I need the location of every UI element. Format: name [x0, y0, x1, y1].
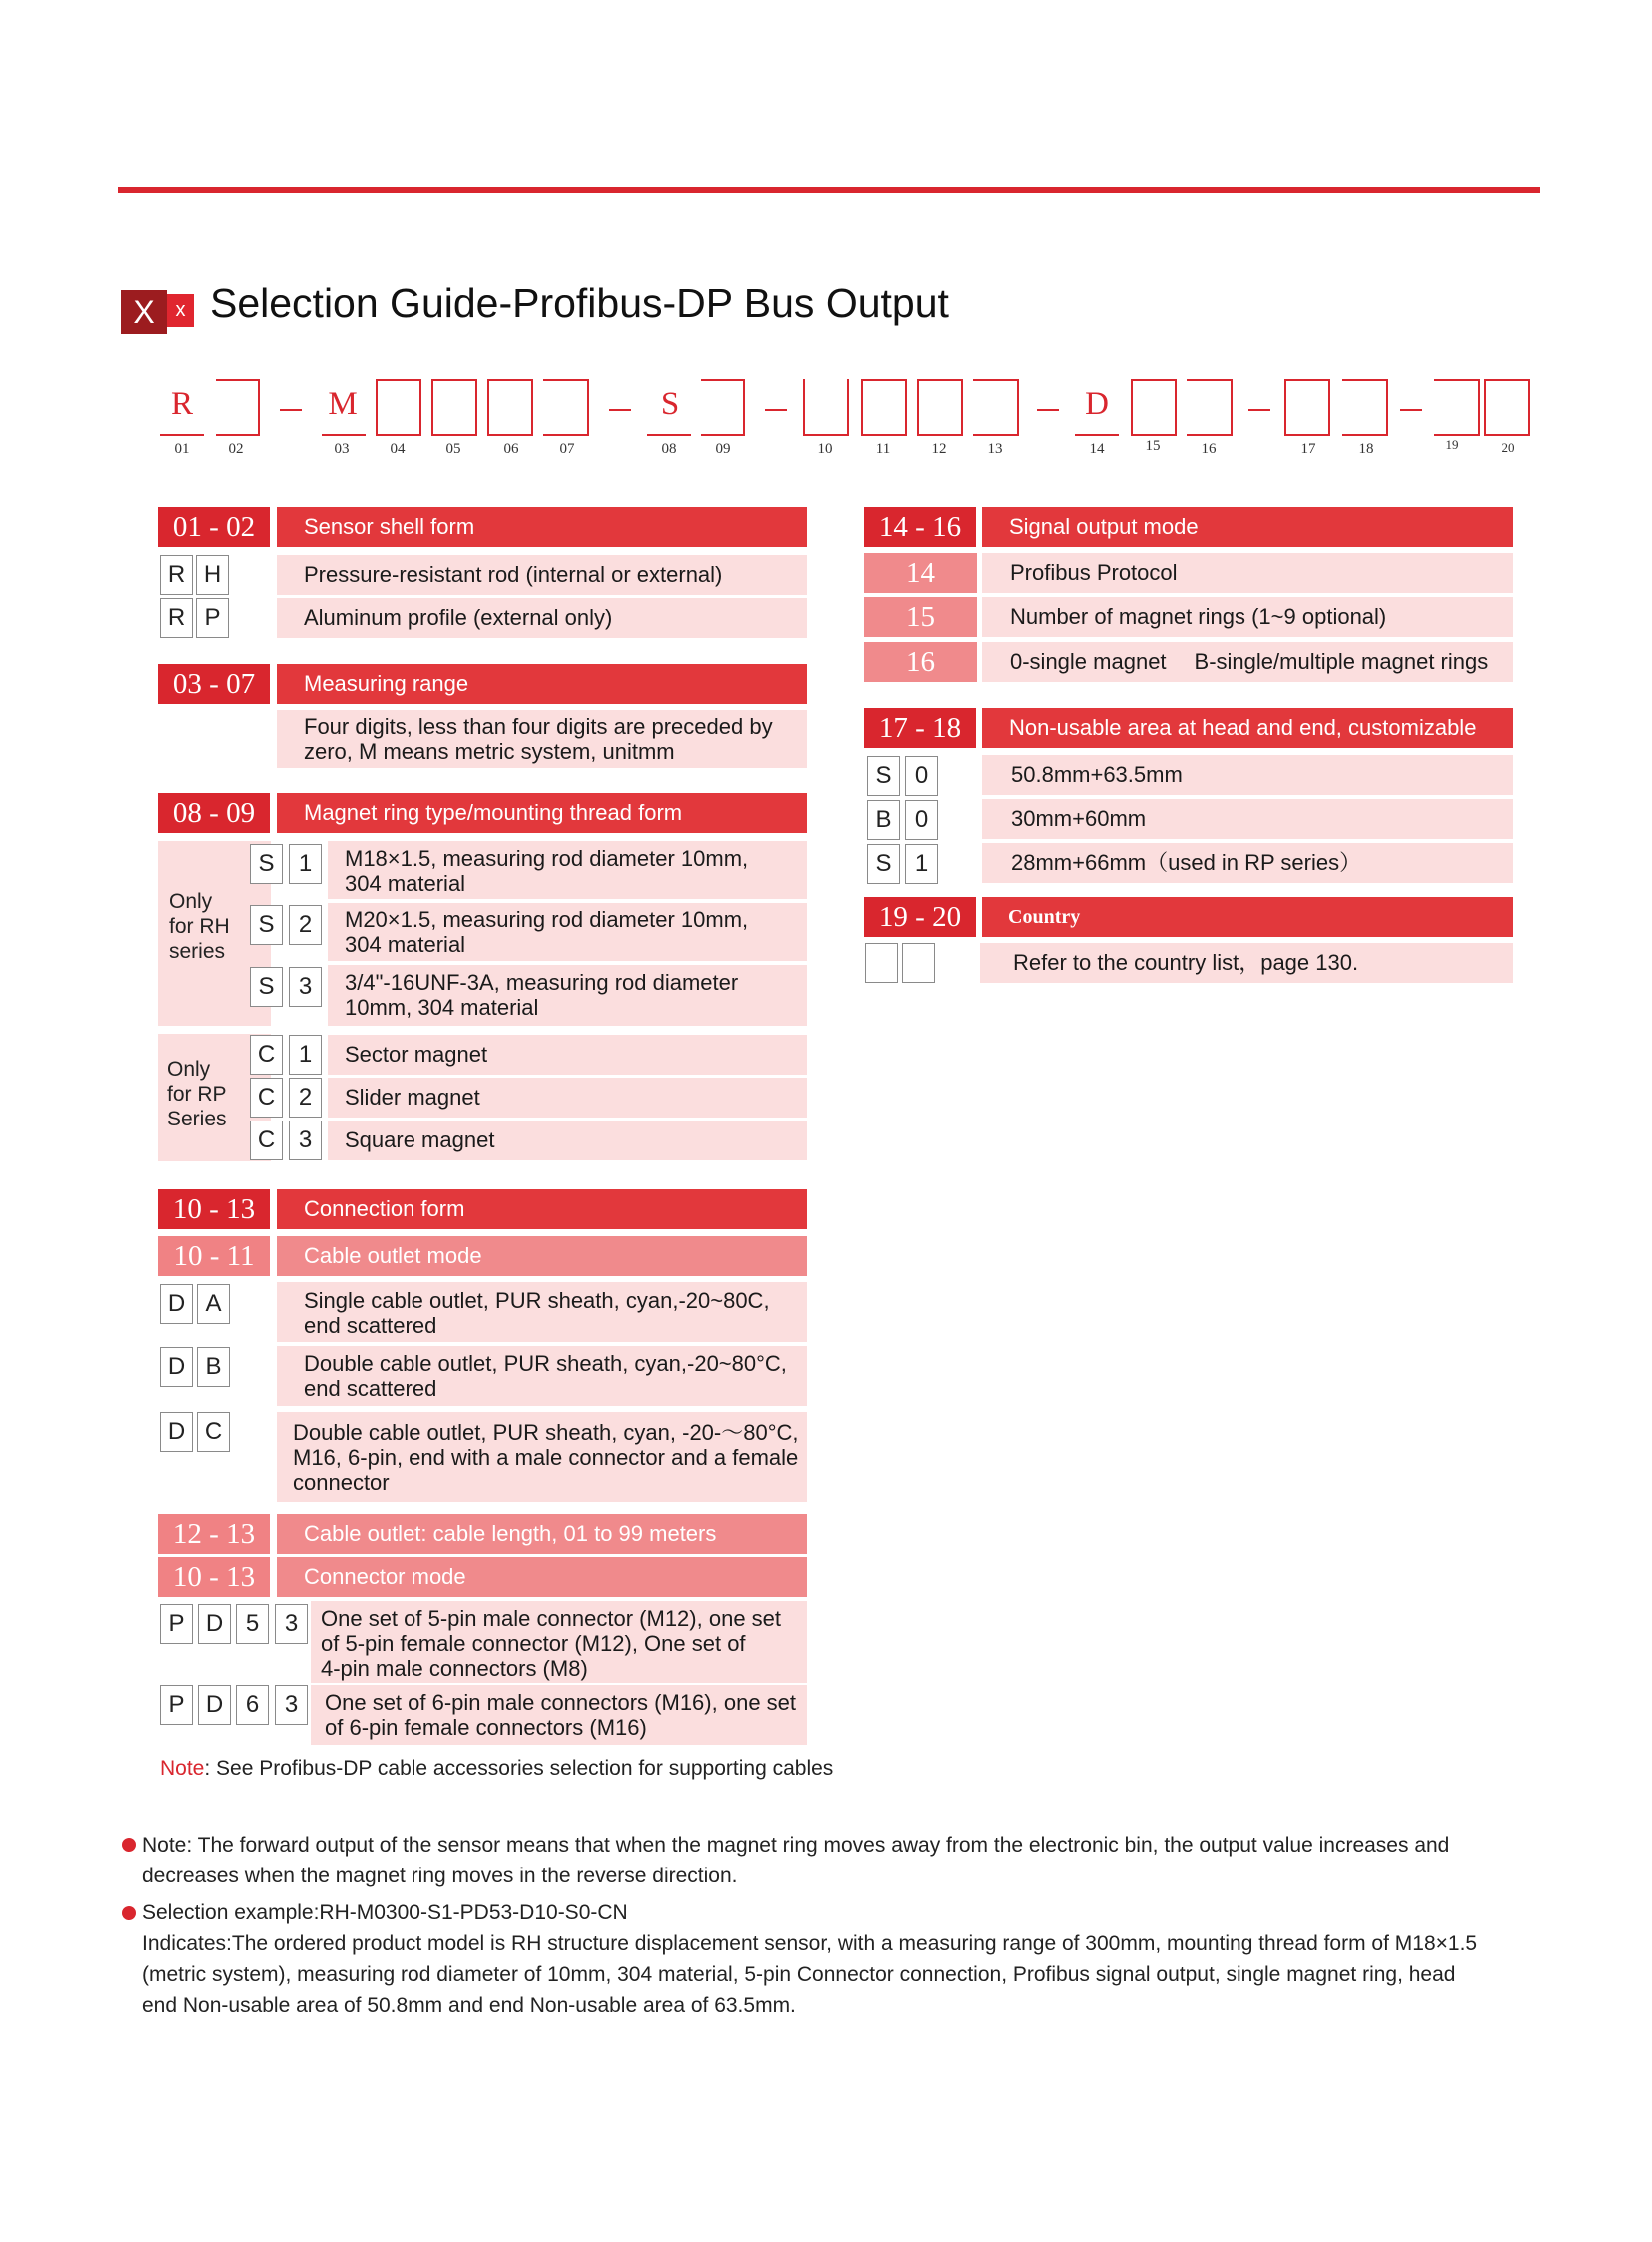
label-line: Only — [169, 890, 213, 913]
note-line: decreases when the magnet ring moves in the reverse direction. — [142, 1865, 738, 1887]
code-pos: 09 — [715, 441, 731, 457]
section-number-10-13-connector: 10 - 13 — [158, 1557, 270, 1597]
bullet-icon — [122, 1838, 136, 1852]
area-option-s0: 50.8mm+63.5mm — [982, 755, 1513, 795]
option-pd63 — [311, 1685, 807, 1745]
desc-line: Double cable outlet, PUR sheath, cyan,-20~80°C, — [304, 1351, 787, 1376]
option-rh-text: Pressure-resistant rod (internal or external) — [277, 555, 807, 595]
desc-line: 10mm, 304 material — [345, 995, 539, 1020]
code-cell: P — [160, 1685, 193, 1725]
measuring-range-desc — [277, 710, 807, 768]
desc-line: end scattered — [304, 1313, 437, 1338]
label-line: Series — [167, 1108, 227, 1130]
desc-line: of 6-pin female connectors (M16) — [325, 1715, 647, 1740]
code-cell: 5 — [236, 1604, 269, 1644]
desc-line: M16, 6-pin, end with a male connector and a female — [293, 1445, 799, 1470]
code-box-10 — [803, 379, 849, 436]
code-cell: 1 — [289, 1035, 322, 1075]
desc-line: Double cable outlet, PUR sheath, cyan, -20-～80°C, — [293, 1420, 799, 1445]
option-c3: Square magnet — [328, 1121, 807, 1160]
code-cell: 3 — [275, 1604, 308, 1644]
section-title-cable-outlet-mode: Cable outlet mode — [277, 1236, 807, 1276]
option-s3 — [328, 965, 807, 1026]
desc-line: One set of 6-pin male connectors (M16), one set — [325, 1690, 797, 1715]
code-letter-m: M — [328, 386, 358, 422]
code-dash — [1248, 409, 1270, 411]
section-number-17-18: 17 - 18 — [864, 708, 976, 748]
code-pos: 16 — [1201, 441, 1217, 457]
desc-line: Single cable outlet, PUR sheath, cyan,-20~80C, — [304, 1288, 770, 1313]
desc-line: connector — [293, 1470, 390, 1495]
note-text: : See Profibus-DP cable accessories selection for supporting cables — [204, 1757, 834, 1780]
note-line: end Non-usable area of 50.8mm and end Non-usable area of 63.5mm. — [142, 1994, 796, 2017]
section-number-01-02: 01 - 02 — [158, 507, 270, 547]
code-pos: 10 — [817, 441, 833, 457]
code-pos: 20 — [1501, 440, 1515, 455]
option-c1: Sector magnet — [328, 1035, 807, 1075]
code-cell: 6 — [236, 1685, 269, 1725]
section-title-magnet-ring: Magnet ring type/mounting thread form — [277, 793, 807, 833]
desc-line: One set of 5-pin male connector (M12), one set — [321, 1606, 782, 1631]
signal-option-16 — [982, 642, 1513, 682]
code-dash — [1400, 409, 1422, 411]
section-title-signal-output: Signal output mode — [982, 507, 1513, 547]
code-box-16 — [1187, 379, 1233, 436]
desc-line: zero, M means metric system, unitmm — [304, 739, 675, 764]
code-box-14 — [1075, 379, 1119, 436]
code-cell: A — [197, 1284, 230, 1324]
code-cell: D — [160, 1412, 193, 1452]
note-line: (metric system), measuring rod diameter of 10mm, 304 material, 5-pin Connector connection, Profibus signal output, single magnet ring, head — [142, 1963, 1456, 1986]
code-cell: D — [198, 1685, 231, 1725]
signal-option-14: Profibus Protocol — [982, 553, 1513, 593]
code-cell: 3 — [289, 1121, 322, 1160]
desc-line: M20×1.5, measuring rod diameter 10mm, — [345, 907, 749, 932]
position-number: 15 — [864, 597, 977, 637]
code-cell: 3 — [289, 967, 322, 1007]
country-text: Refer to the country list，page 130. — [980, 943, 1513, 983]
code-pos: 02 — [228, 441, 244, 457]
section-number-19-20: 19 - 20 — [864, 897, 976, 937]
code-box-02 — [216, 379, 260, 436]
code-pos: 15 — [1145, 438, 1161, 454]
code-cell: 1 — [289, 844, 322, 884]
code-pos: 08 — [661, 441, 677, 457]
option-s1 — [328, 841, 807, 899]
code-cell: S — [250, 844, 283, 884]
option-s2 — [328, 903, 807, 961]
option-dc — [277, 1412, 807, 1502]
code-pos: 12 — [931, 441, 947, 457]
section-title-connector-mode: Connector mode — [277, 1557, 807, 1597]
code-cell: S — [250, 967, 283, 1007]
section-number-08-09: 08 - 09 — [158, 793, 270, 833]
desc-line: end scattered — [304, 1376, 437, 1401]
code-cell: P — [196, 598, 229, 638]
option-da — [277, 1282, 807, 1342]
desc-line: 3/4"-16UNF-3A, measuring rod diameter — [345, 970, 739, 995]
code-letter-s: S — [660, 386, 680, 422]
bullet-icon — [122, 1906, 136, 1920]
logo-mark-large: X — [121, 290, 167, 334]
forward-output-note — [142, 1830, 1540, 1891]
code-box-07 — [543, 379, 589, 436]
section-number-14-16: 14 - 16 — [864, 507, 976, 547]
desc-line: 4-pin male connectors (M8) — [321, 1656, 588, 1681]
code-box-18 — [1342, 379, 1388, 436]
code-pos: 18 — [1358, 441, 1374, 457]
section-number-03-07: 03 - 07 — [158, 664, 270, 704]
label-line: for RP — [167, 1083, 227, 1106]
code-cell: B — [867, 800, 900, 840]
cable-note — [160, 1757, 833, 1781]
option-c2: Slider magnet — [328, 1078, 807, 1118]
code-cell: S — [250, 905, 283, 945]
code-box-03 — [322, 379, 366, 436]
note-line: Indicates:The ordered product model is RH structure displacement sensor, with a measuring range of 300mm, mounting thread form of M18×1.5 — [142, 1932, 1478, 1955]
selection-example — [142, 1897, 1540, 2021]
section-title-measuring-range: Measuring range — [277, 664, 807, 704]
code-cell: C — [250, 1035, 283, 1075]
code-box-08 — [647, 379, 691, 436]
code-pos: 04 — [390, 441, 406, 457]
code-pos: 07 — [559, 441, 575, 457]
code-cell: C — [250, 1121, 283, 1160]
code-pos: 11 — [875, 441, 891, 457]
option-pd53 — [311, 1601, 807, 1683]
code-box-11 — [861, 379, 907, 436]
code-cell: P — [160, 1604, 193, 1644]
code-cell: C — [250, 1078, 283, 1118]
code-pos: 13 — [987, 441, 1003, 457]
code-pos: 06 — [503, 441, 519, 457]
section-number-12-13: 12 - 13 — [158, 1514, 270, 1554]
position-number: 16 — [864, 642, 977, 682]
code-box-13 — [973, 379, 1019, 436]
section-title-non-usable-area: Non-usable area at head and end, customizable — [982, 708, 1513, 748]
section-number-10-11: 10 - 11 — [158, 1236, 270, 1276]
option-rp-text: Aluminum profile (external only) — [277, 598, 807, 638]
desc-line: of 5-pin female connector (M12), One set of — [321, 1631, 746, 1656]
code-cell-empty — [902, 943, 935, 983]
area-option-s1: 28mm+66mm（used in RP series） — [982, 843, 1513, 883]
label-line: Only — [167, 1058, 211, 1081]
code-pos: 19 — [1445, 437, 1459, 452]
note-label: Note — [160, 1757, 205, 1780]
code-box-20 — [1484, 379, 1530, 436]
code-cell: D — [198, 1604, 231, 1644]
option-single: 0-single magnet — [1010, 649, 1167, 674]
code-box-15 — [1131, 379, 1177, 436]
section-number-10-13: 10 - 13 — [158, 1189, 270, 1229]
group-rh-label — [169, 889, 230, 964]
code-cell: R — [160, 555, 193, 595]
option-db — [277, 1346, 807, 1406]
label-line: series — [169, 940, 226, 963]
code-dash — [765, 409, 787, 411]
code-box-01 — [160, 379, 204, 436]
note-line: Selection example:RH-M0300-S1-PD53-D10-S0-CN — [142, 1901, 628, 1924]
code-box-17 — [1284, 379, 1330, 436]
code-cell: 0 — [905, 800, 938, 840]
group-rp-label — [167, 1057, 227, 1131]
code-cell: R — [160, 598, 193, 638]
code-pos: 14 — [1089, 441, 1105, 457]
code-cell: 1 — [905, 844, 938, 884]
code-box-04 — [376, 379, 421, 436]
desc-line: 304 material — [345, 932, 466, 957]
code-pos: 05 — [445, 441, 461, 457]
option-multiple: B-single/multiple magnet rings — [1194, 649, 1489, 674]
section-title-connection-form: Connection form — [277, 1189, 807, 1229]
code-pos: 03 — [334, 441, 350, 457]
code-letter-r: R — [170, 386, 193, 422]
code-cell: 2 — [289, 1078, 322, 1118]
section-title-cable-length: Cable outlet: cable length, 01 to 99 meters — [277, 1514, 807, 1554]
area-option-b0: 30mm+60mm — [982, 799, 1513, 839]
code-cell: D — [160, 1284, 193, 1324]
code-cell: 3 — [275, 1685, 308, 1725]
code-cell: B — [197, 1347, 230, 1387]
signal-option-15: Number of magnet rings (1~9 optional) — [982, 597, 1513, 637]
desc-line: 304 material — [345, 871, 466, 896]
code-box-09 — [701, 379, 745, 436]
code-box-19 — [1434, 379, 1480, 436]
code-cell: H — [196, 555, 229, 595]
code-cell-empty — [865, 943, 898, 983]
page-title: Selection Guide-Profibus-DP Bus Output — [210, 280, 949, 326]
top-rule — [118, 187, 1540, 193]
label-line: for RH — [169, 915, 230, 938]
code-cell: 2 — [289, 905, 322, 945]
code-dash — [1037, 409, 1059, 411]
code-dash — [609, 409, 631, 411]
code-dash — [280, 409, 302, 411]
code-cell: S — [867, 756, 900, 796]
desc-line: Four digits, less than four digits are preceded by — [304, 714, 773, 739]
code-letter-d: D — [1085, 386, 1109, 422]
section-title-shell-form: Sensor shell form — [277, 507, 807, 547]
code-box-06 — [487, 379, 533, 436]
code-cell: D — [160, 1347, 193, 1387]
code-pos: 01 — [174, 441, 190, 457]
code-box-12 — [917, 379, 963, 436]
section-title-country: Country — [982, 897, 1513, 937]
position-number: 14 — [864, 553, 977, 593]
code-pos: 17 — [1300, 441, 1316, 457]
code-box-05 — [431, 379, 477, 436]
code-cell: 0 — [905, 756, 938, 796]
logo-mark-small: x — [167, 294, 194, 327]
note-line: Note: The forward output of the sensor means that when the magnet ring moves away from the electronic bin, the output value increases and — [142, 1834, 1450, 1857]
code-cell: S — [867, 844, 900, 884]
desc-line: M18×1.5, measuring rod diameter 10mm, — [345, 846, 749, 871]
code-cell: C — [197, 1412, 230, 1452]
